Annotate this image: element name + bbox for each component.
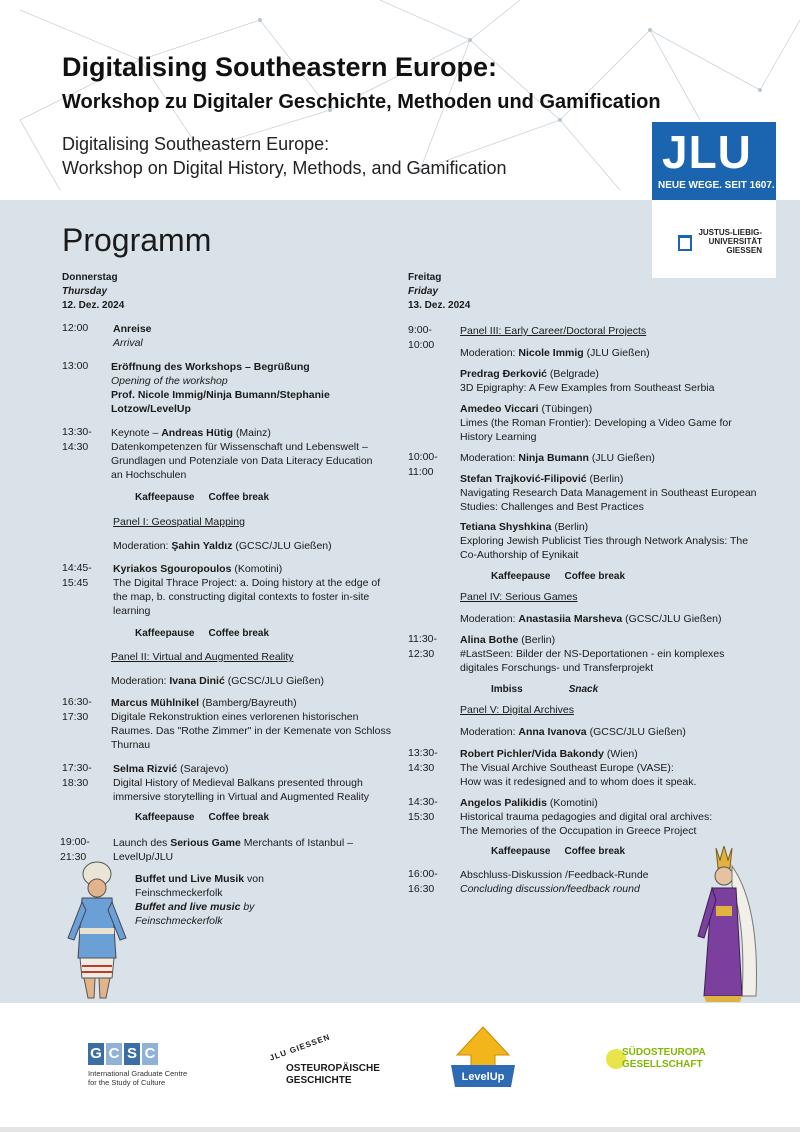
time-slot <box>408 746 438 776</box>
time-end: 18:30 <box>62 777 89 789</box>
moderator-affiliation: (JLU Gießen) <box>588 452 655 464</box>
event-talk <box>460 520 748 562</box>
moderator-name: Nicole Immig <box>518 347 584 359</box>
talk-title: The Visual Archive Southeast Europe (VASE): <box>460 762 674 774</box>
event-subtitle: Opening of the workshop <box>111 375 228 387</box>
sog-line2: GESELLSCHAFT <box>622 1059 703 1070</box>
program-title: Programm <box>62 222 212 258</box>
talk-title: Studies: Challenges and Best Practices <box>460 501 644 513</box>
university-name-line: JUSTUS-LIEBIG- <box>698 228 762 237</box>
event-talk <box>113 762 369 804</box>
speaker-name: Predrag Đerković <box>460 368 547 380</box>
event-prefix: Keynote – <box>111 427 162 439</box>
talk-title: Datenkompetenzen für Wissenschaft und Lebenswelt – <box>111 441 368 453</box>
time-end: 17:30 <box>62 711 89 723</box>
panel-heading: Panel I: Geospatial Mapping <box>113 516 245 528</box>
break-label-de: Kaffeepause <box>135 628 195 639</box>
moderator-name: Ivana Dinić <box>169 675 225 687</box>
speaker-affiliation: (Tübingen) <box>538 403 593 415</box>
buffet-by-en: by <box>240 901 255 913</box>
break-label-de: Kaffeepause <box>491 846 551 857</box>
event-subtitle: Arrival <box>113 337 143 349</box>
time-end: 11:00 <box>408 466 434 478</box>
sog-line1: SÜDOSTEUROPA <box>622 1047 706 1058</box>
speaker-name: Selma Rizvić <box>113 763 178 775</box>
event-talk <box>460 633 724 675</box>
talk-title: an Hochschulen <box>111 469 187 481</box>
moderator-affiliation: (GCSC/JLU Gießen) <box>232 540 332 552</box>
game-label: Serious Game <box>170 837 241 849</box>
event-talk <box>460 367 714 395</box>
footer-sponsors <box>0 1003 800 1132</box>
time-slot <box>62 695 92 725</box>
osteuropaeische-geschichte-logo <box>262 1032 380 1103</box>
day-german: Donnerstag <box>62 272 118 283</box>
speaker-name: Robert Pichler/Vida Bakondy <box>460 748 604 760</box>
talk-title: digitales Forschungs- und Transferprojekt <box>460 662 654 674</box>
time-start: 16:30- <box>62 696 92 708</box>
event-talk <box>460 472 757 514</box>
day-english: Thursday <box>62 286 108 297</box>
moderator-name: Ninja Bumann <box>518 452 589 464</box>
time-end: 16:30 <box>408 883 435 895</box>
day-english: Friday <box>408 286 439 297</box>
break-label-en: Coffee break <box>208 812 270 823</box>
time-end: 10:00 <box>408 339 435 351</box>
speaker-affiliation: (Mainz) <box>232 427 271 439</box>
day-german: Freitag <box>408 272 442 283</box>
time-start: 16:00- <box>408 868 438 880</box>
moderation <box>460 346 650 360</box>
panel-heading: Panel V: Digital Archives <box>460 704 574 716</box>
moderator-affiliation: (GCSC/JLU Gießen) <box>586 726 686 738</box>
moderator-name: Şahin Yaldız <box>171 540 233 552</box>
moderator-name: Anastasiia Marsheva <box>518 613 623 625</box>
university-logo <box>652 200 776 278</box>
speaker-name: Angelos Palikidis <box>460 797 547 809</box>
buffet-by-de: von <box>244 873 264 885</box>
talk-title: Co-Authorship of Eynikait <box>460 549 579 561</box>
talk-title: Raumes. Das "Rothe Zimmer" in der Kemenate von Schloss <box>111 725 391 737</box>
talk-title: Limes (the Roman Frontier): Developing a Video Game for <box>460 417 732 429</box>
time-end: 14:30 <box>62 441 89 453</box>
event-speakers: Prof. Nicole Immig/Ninja Bumann/Stephanie <box>111 389 330 401</box>
speaker-affiliation: (Belgrade) <box>546 368 599 380</box>
speaker-name: Andreas Hütig <box>161 427 233 439</box>
talk-title: Grundlagen und Potenziale von Data Literacy Education <box>111 455 373 467</box>
gcsc-subtitle: for the Study of Culture <box>88 1078 166 1087</box>
speaker-name: Alina Bothe <box>460 634 519 646</box>
buffet-title-de: Buffet und Live Musik <box>135 873 245 885</box>
time-start: 13:30- <box>62 426 92 438</box>
break-row <box>491 571 625 582</box>
talk-title: Historical trauma pedagogies and digital oral archives: <box>460 811 713 823</box>
talk-title: The Digital Thrace Project: a. Doing history at the edge of <box>113 577 381 589</box>
moderation-label: Moderation: <box>460 452 519 464</box>
levelup-text: LevelUp <box>461 1071 505 1083</box>
moderation-label: Moderation: <box>460 347 519 359</box>
buffet-title-en: Buffet and live music <box>135 901 241 913</box>
day-date: 13. Dez. 2024 <box>408 300 471 311</box>
gcsc-letter: G <box>88 1043 104 1065</box>
moderator-affiliation: (GCSC/JLU Gießen) <box>224 675 325 687</box>
time-start: 10:00- <box>408 451 438 463</box>
band-name: Feinschmeckerfolk <box>135 915 223 927</box>
time-slot <box>62 425 92 455</box>
band-name: Feinschmeckerfolk <box>135 887 223 899</box>
speaker-affiliation: (Komotini) <box>546 797 598 809</box>
day-date: 12. Dez. 2024 <box>62 300 125 311</box>
friday-header <box>408 271 470 313</box>
time-end: 21:30 <box>60 851 87 863</box>
event-talk <box>460 796 712 838</box>
university-name-line: GIESSEN <box>726 246 762 255</box>
moderation-label: Moderation: <box>460 613 519 625</box>
event-talk <box>460 402 732 444</box>
time-start: 14:30- <box>408 796 438 808</box>
moderation-label: Moderation: <box>111 675 170 687</box>
university-name-line: UNIVERSITÄT <box>708 237 762 246</box>
break-label-en: Coffee break <box>564 571 626 582</box>
ost-line1: OSTEUROPÄISCHE <box>286 1063 380 1074</box>
moderator-affiliation: (JLU Gießen) <box>583 347 650 359</box>
moderator-name: Anna Ivanova <box>518 726 587 738</box>
title-english-line1: Digitalising Southeastern Europe: <box>62 134 330 154</box>
break-label-en: Coffee break <box>564 846 626 857</box>
event-closing <box>460 868 649 896</box>
moderation <box>460 725 686 739</box>
talk-title: the map, b. constructing digital contexts to foster in-site <box>113 591 370 603</box>
talk-title: immersive storytelling in Virtual and Augmented Reality <box>113 791 370 803</box>
break-row <box>135 812 269 823</box>
break-label-de: Kaffeepause <box>135 492 195 503</box>
title-german-line1: Digitalising Southeastern Europe: <box>62 52 498 82</box>
talk-title: learning <box>113 605 151 617</box>
merchant-figure-illustration <box>62 858 132 1003</box>
speaker-affiliation: (Komotini) <box>231 563 283 575</box>
time-slot <box>408 795 438 825</box>
levelup-logo <box>447 1025 519 1103</box>
event-prefix: Launch des <box>113 837 171 849</box>
time-slot <box>408 632 437 662</box>
time-start: 17:30- <box>62 762 92 774</box>
speaker-affiliation: (Wien) <box>603 748 638 760</box>
speaker-name: Tetiana Shyshkina <box>460 521 552 533</box>
talk-title: How was it redesigned and to whom does it speak. <box>460 776 697 788</box>
time-slot <box>408 867 438 897</box>
time-slot <box>408 323 434 353</box>
speaker-name: Kyriakos Sgouropoulos <box>113 563 232 575</box>
game-title: Merchants of Istanbul – <box>240 837 353 849</box>
break-label-en: Snack <box>568 684 599 695</box>
thursday-header <box>62 271 124 313</box>
event-organizer: LevelUp/JLU <box>113 851 174 863</box>
event-arrival <box>113 322 152 350</box>
event-talk <box>111 696 391 752</box>
event-title: Anreise <box>113 323 152 335</box>
footer-divider <box>0 1127 800 1132</box>
talk-title: Digital History of Medieval Balkans presented through <box>113 777 363 789</box>
moderator-affiliation: (GCSC/JLU Gießen) <box>622 613 722 625</box>
gcsc-letter: C <box>106 1043 122 1065</box>
time-start: 13:30- <box>408 747 438 759</box>
event-buffet <box>135 872 264 928</box>
event-title: Eröffnung des Workshops – Begrüßung <box>111 361 310 373</box>
ost-arc-text: JLU GIESSEN <box>268 1032 332 1063</box>
break-label-de: Imbiss <box>491 684 523 695</box>
time-end: 12:30 <box>408 648 435 660</box>
title-english-line2: Workshop on Digital History, Methods, and Gamification <box>62 158 507 178</box>
speaker-affiliation: (Berlin) <box>551 521 589 533</box>
break-row <box>135 492 269 503</box>
time-start: 9:00- <box>408 324 432 336</box>
event-serious-game-launch <box>113 836 353 864</box>
time-start: 11:30- <box>408 633 437 645</box>
speaker-affiliation: (Sarajevo) <box>177 763 229 775</box>
talk-title: Thurnau <box>111 739 151 751</box>
moderation <box>460 612 721 626</box>
talk-title: #LastSeen: Bilder der NS-Deportationen - ein komplexes <box>460 648 725 660</box>
moderation <box>113 539 332 553</box>
event-keynote <box>111 426 373 482</box>
event-title: Abschluss-Diskussion /Feedback-Runde <box>460 869 649 881</box>
gcsc-logo <box>88 1043 208 1087</box>
title-german-line2: Workshop zu Digitaler Geschichte, Methoden und Gamification <box>62 91 661 113</box>
gcsc-letter: S <box>124 1043 140 1065</box>
talk-title: 3D Epigraphy: A Few Examples from Southeast Serbia <box>460 382 715 394</box>
speaker-affiliation: (Bamberg/Bayreuth) <box>199 697 297 709</box>
time-start: 19:00- <box>60 836 90 848</box>
talk-title: Exploring Jewish Publicist Ties through Network Analysis: The <box>460 535 749 547</box>
event-subtitle: Concluding discussion/feedback round <box>460 883 640 895</box>
time-start: 14:45- <box>62 562 92 574</box>
event-speakers: Lotzow/LevelUp <box>111 403 191 415</box>
event-talk <box>460 747 696 789</box>
panel-heading: Panel II: Virtual and Augmented Reality <box>111 651 294 663</box>
time-end: 15:30 <box>408 811 435 823</box>
speaker-name: Marcus Mühlnikel <box>111 697 200 709</box>
jlu-logo <box>652 122 776 200</box>
talk-title: Digitale Rekonstruktion eines verlorenen historischen <box>111 711 359 723</box>
time-slot: 13:00 <box>62 360 89 372</box>
moderation-label: Moderation: <box>460 726 519 738</box>
speaker-affiliation: (Berlin) <box>586 473 624 485</box>
noblewoman-figure-illustration <box>684 846 764 1003</box>
time-slot <box>62 761 92 791</box>
break-label-de: Kaffeepause <box>491 571 551 582</box>
break-label-de: Kaffeepause <box>135 812 195 823</box>
break-row <box>491 846 625 857</box>
moderation <box>460 451 655 465</box>
break-label-en: Coffee break <box>208 628 270 639</box>
break-row <box>135 628 269 639</box>
moderation-label: Moderation: <box>113 540 172 552</box>
ost-line2: GESCHICHTE <box>286 1075 352 1086</box>
time-slot <box>62 561 92 591</box>
speaker-affiliation: (Berlin) <box>518 634 556 646</box>
jlu-logo-tagline: NEUE WEGE. SEIT 1607. <box>658 180 775 191</box>
event-talk <box>113 562 380 618</box>
speaker-name: Stefan Trajković-Filipović <box>460 473 587 485</box>
break-row <box>491 684 598 695</box>
time-slot: 12:00 <box>62 322 89 334</box>
time-end: 15:45 <box>62 577 89 589</box>
talk-title: History Learning <box>460 431 537 443</box>
talk-title: The Memories of the Occupation in Greece Project <box>460 825 697 837</box>
panel-heading: Panel III: Early Career/Doctoral Projects <box>460 325 647 337</box>
panel-heading: Panel IV: Serious Games <box>460 591 578 603</box>
university-name <box>688 228 762 255</box>
gcsc-letter: C <box>142 1043 158 1065</box>
jlu-logo-text: JLU <box>662 126 752 178</box>
time-slot <box>408 450 438 480</box>
speaker-name: Amedeo Viccari <box>460 403 539 415</box>
break-label-en: Coffee break <box>208 492 270 503</box>
event-opening <box>111 360 330 416</box>
moderation <box>111 674 324 688</box>
gcsc-subtitle: International Graduate Centre <box>88 1069 188 1078</box>
talk-title: Navigating Research Data Management in Southeast European <box>460 487 757 499</box>
time-end: 14:30 <box>408 762 435 774</box>
